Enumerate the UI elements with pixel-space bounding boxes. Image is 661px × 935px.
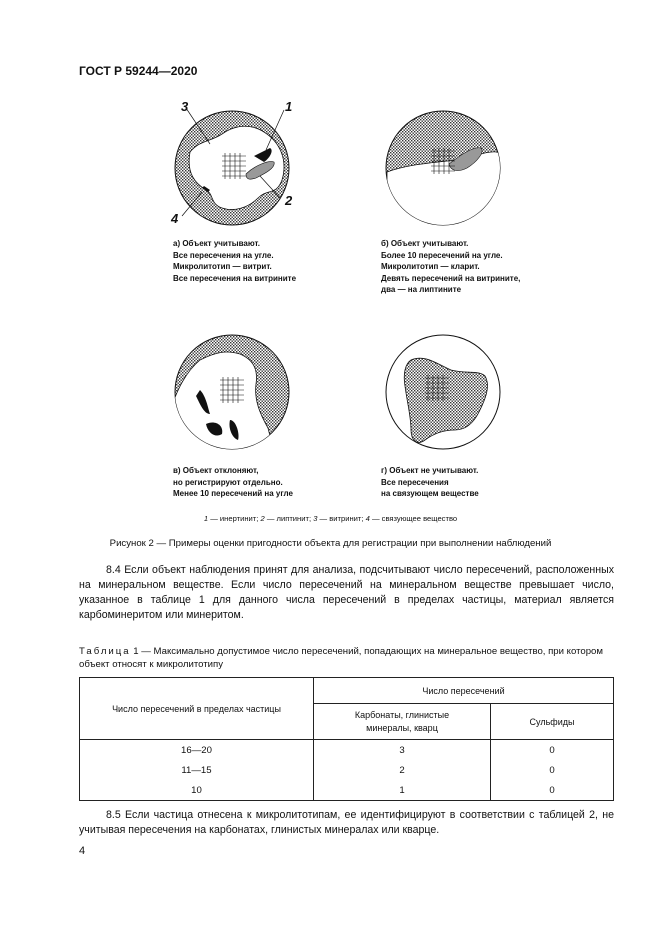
- caption-panel-g: г) Объект не учитывают. Все пересечения на связующем веществе: [381, 466, 479, 498]
- figure-panel-a: [170, 104, 300, 226]
- table-header-sulfides: Сульфиды: [491, 704, 614, 740]
- page-number: 4: [79, 845, 86, 857]
- page-header: ГОСТ Р 59244—2020: [79, 64, 198, 78]
- caption-panel-v: в) Объект отклоняют, но регистрируют отдельно. Менее 10 пересечений на угле: [173, 466, 293, 498]
- figure-title: Рисунок 2 — Примеры оценки пригодности объекта для регистрации при выполнении наблюдений: [109, 538, 552, 549]
- figure-legend: 1 — инертинит; 2 — липтинит; 3 — витринит; 4 — связующее вещество: [203, 514, 458, 523]
- table-row: 10 1 0: [80, 780, 614, 801]
- caption-panel-b: б) Объект учитывают. Более 10 пересечений на угле. Микролитотип — кларит. Девять пересечений на витрините, два — на липтините: [381, 239, 521, 294]
- figure-label-1: 1: [285, 99, 293, 114]
- table-header-group: Число пересечений: [314, 678, 614, 704]
- table-row: 11—15 2 0: [80, 760, 614, 780]
- figure-label-3: 3: [181, 99, 189, 114]
- figure-label-2: 2: [285, 193, 293, 208]
- paragraph-8-5: 8.5 Если частица отнесена к микролитотипам, ее идентифицируют в соответствии с таблицей 2, не учитывая пересечения на карбонатах, глинистых минералах или кварце.: [79, 809, 614, 836]
- caption-panel-a: а) Объект учитывают. Все пересечения на угле. Микролитотип — витрит. Все пересечения на витрините: [173, 239, 297, 283]
- figure-panel-v: [170, 330, 300, 452]
- table-row: 16—20 3 0: [80, 740, 614, 761]
- figure-label-4: 4: [171, 211, 179, 226]
- figure-panel-b: [381, 104, 511, 226]
- figure-panel-g: [381, 330, 511, 452]
- table-header-particle: Число пересечений в пределах частицы: [80, 678, 314, 740]
- table-header-carbonates: Карбонаты, глинистые минералы, кварц: [314, 704, 491, 740]
- table-1: [79, 677, 614, 801]
- paragraph-8-4: 8.4 Если объект наблюдения принят для анализа, подсчитывают число пересечений, расположенных на минеральном веществе. Если число пересечений на минеральном веществе превышает число, указанное в таблице 1 для данного числа пересечений в пределах частицы, материал является карбоминеритом или минеритом.: [79, 564, 614, 621]
- table-caption: Таблица 1 — Максимально допустимое число пересечений, попадающих на минеральное вещество, при котором объект относят к микролитотипу: [79, 646, 603, 670]
